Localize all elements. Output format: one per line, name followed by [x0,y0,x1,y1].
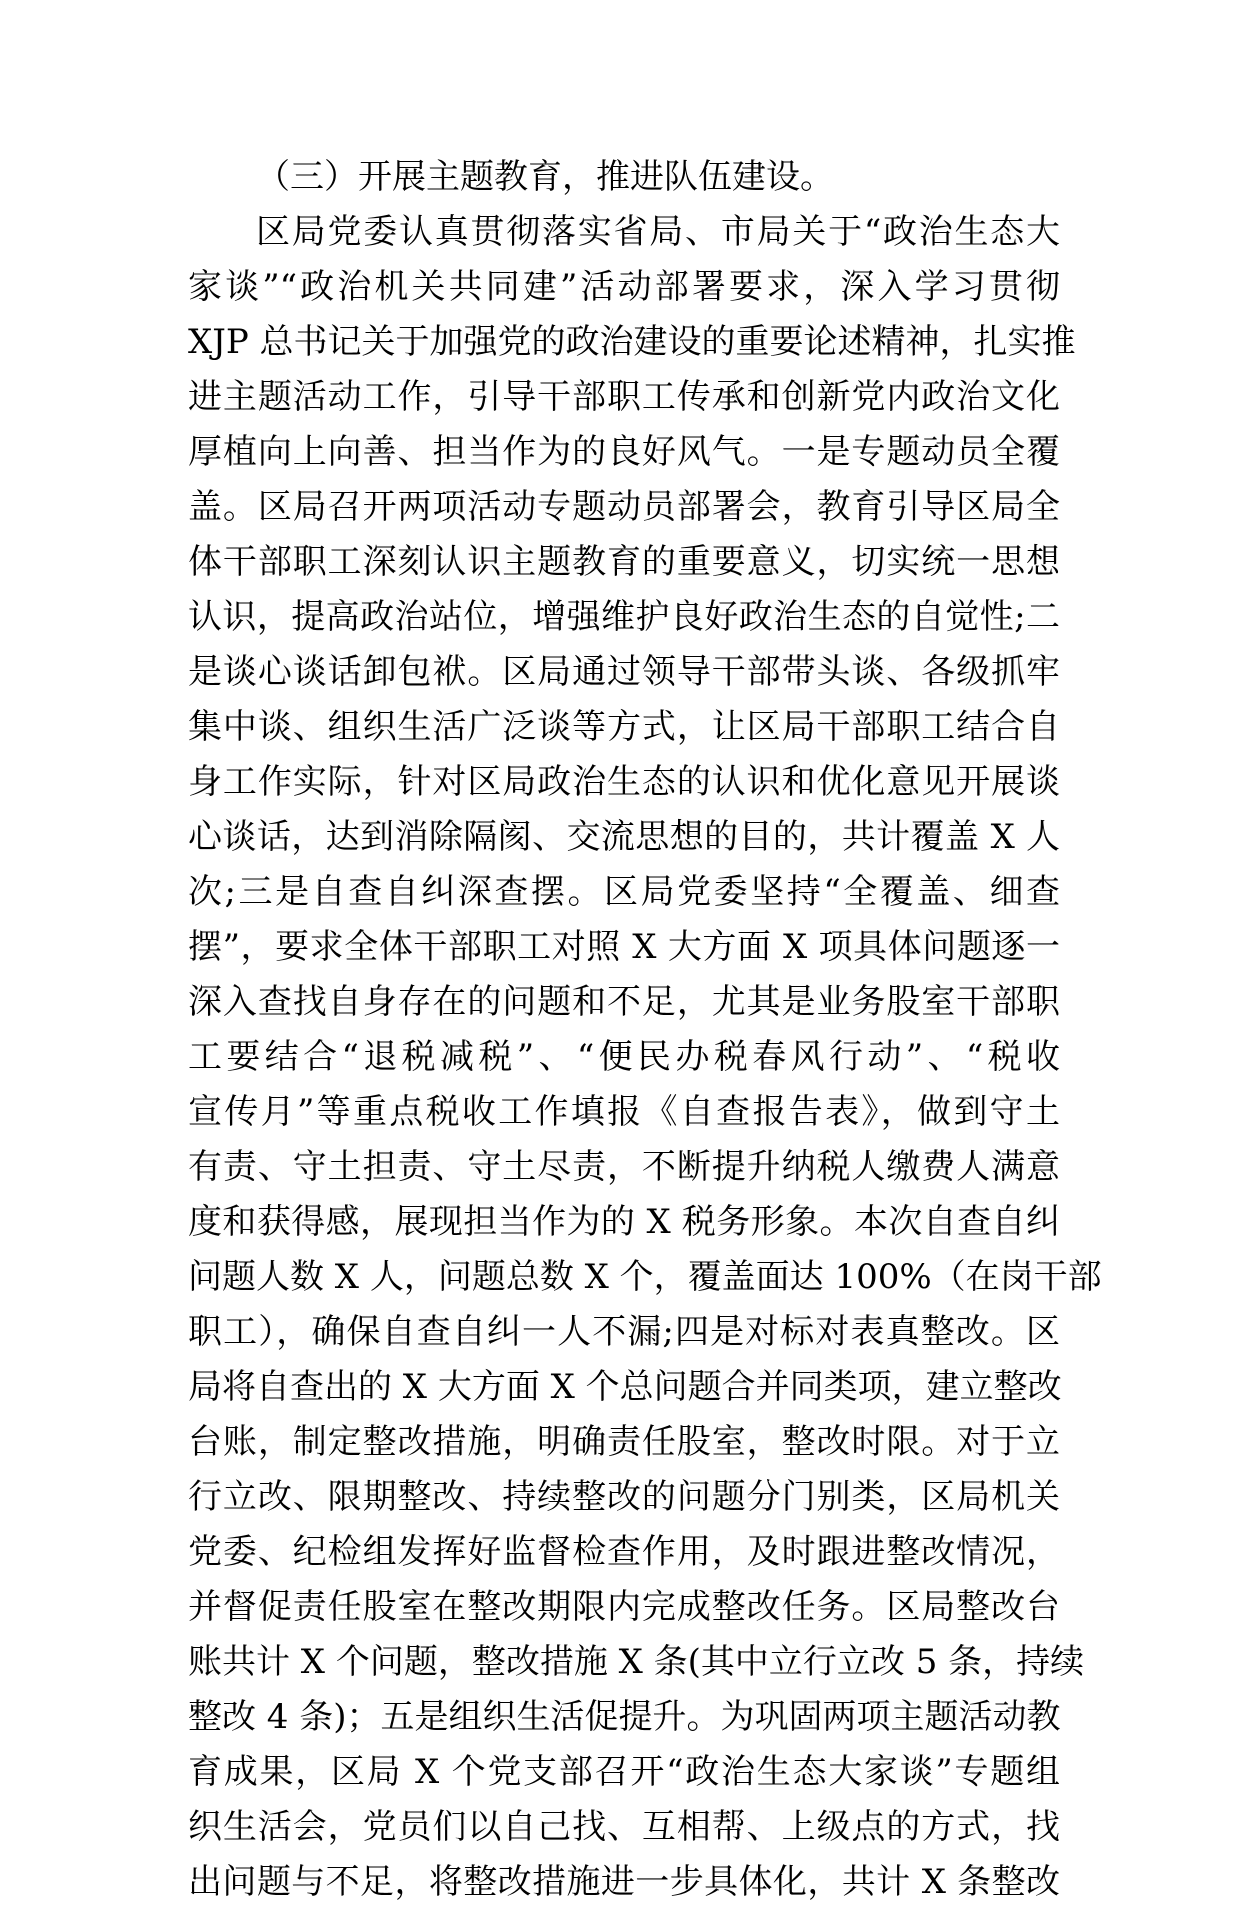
paragraph-line: 行立改、限期整改、持续整改的问题分门别类，区局机关 [188,1477,1060,1517]
paragraph-line: 次;三是自查自纠深查摆。区局党委坚持“全覆盖、细查 [188,872,1060,912]
paragraph-line: 身工作实际，针对区局政治生态的认识和优化意见开展谈 [188,762,1060,802]
document-body [188,150,1102,1910]
paragraph-line: 宣传月”等重点税收工作填报《自查报告表》，做到守土 [188,1092,1060,1132]
paragraph-line: 育成果，区局 X 个党支部召开“政治生态大家谈”专题组 [188,1752,1060,1792]
paragraph-line: 台账，制定整改措施，明确责任股室，整改时限。对于立 [188,1422,1060,1462]
paragraph-line: 出问题与不足，将整改措施进一步具体化，共计 X 条整改 [188,1862,1060,1902]
paragraph-line: XJP 总书记关于加强党的政治建设的重要论述精神，扎实推 [188,322,1076,362]
paragraph-line: 摆”，要求全体干部职工对照 X 大方面 X 项具体问题逐一 [188,927,1060,967]
paragraph-line: 区局党委认真贯彻落实省局、市局关于“政治生态大 [256,212,1060,252]
paragraph-line: 问题人数 X 人，问题总数 X 个，覆盖面达 100%（在岗干部 [188,1257,1102,1297]
paragraph-line: 整改 4 条)；五是组织生活促提升。为巩固两项主题活动教 [188,1697,1061,1737]
paragraph-line: 家谈”“政治机关共同建”活动部署要求，深入学习贯彻 [188,267,1060,307]
paragraph-line: 度和获得感，展现担当作为的 X 税务形象。本次自查自纠 [188,1202,1060,1242]
paragraph-line: 工要结合“退税减税”、“便民办税春风行动”、“税收 [188,1037,1060,1077]
paragraph-line: 局将自查出的 X 大方面 X 个总问题合并同类项，建立整改 [188,1367,1062,1407]
paragraph-line: 盖。区局召开两项活动专题动员部署会，教育引导区局全 [188,487,1060,527]
paragraph-line: 是谈心谈话卸包袱。区局通过领导干部带头谈、各级抓牢 [188,652,1060,692]
paragraph-line: 认识，提高政治站位，增强维护良好政治生态的自觉性;二 [188,597,1060,637]
paragraph-line: 有责、守土担责、守土尽责，不断提升纳税人缴费人满意 [188,1147,1060,1187]
paragraph-line: 集中谈、组织生活广泛谈等方式，让区局干部职工结合自 [188,707,1060,747]
paragraph-line: 进主题活动工作，引导干部职工传承和创新党内政治文化 [188,377,1060,417]
paragraph-line: 账共计 X 个问题，整改措施 X 条(其中立行立改 5 条，持续 [188,1642,1085,1682]
paragraph-line: 深入查找自身存在的问题和不足，尤其是业务股室干部职 [188,982,1060,1022]
paragraph-line: 并督促责任股室在整改期限内完成整改任务。区局整改台 [188,1587,1060,1627]
paragraph-line: 心谈话，达到消除隔阂、交流思想的目的，共计覆盖 X 人 [188,817,1060,857]
section-heading: （三）开展主题教育，推进队伍建设。 [256,157,834,197]
paragraph-line: 体干部职工深刻认识主题教育的重要意义，切实统一思想 [188,542,1060,582]
paragraph-line: 厚植向上向善、担当作为的良好风气。一是专题动员全覆 [188,432,1060,472]
paragraph-line: 党委、纪检组发挥好监督检查作用，及时跟进整改情况， [188,1532,1060,1572]
paragraph-line: 织生活会，党员们以自己找、互相帮、上级点的方式，找 [188,1807,1060,1847]
paragraph-line: 职工），确保自查自纠一人不漏;四是对标对表真整改。区 [188,1312,1060,1352]
